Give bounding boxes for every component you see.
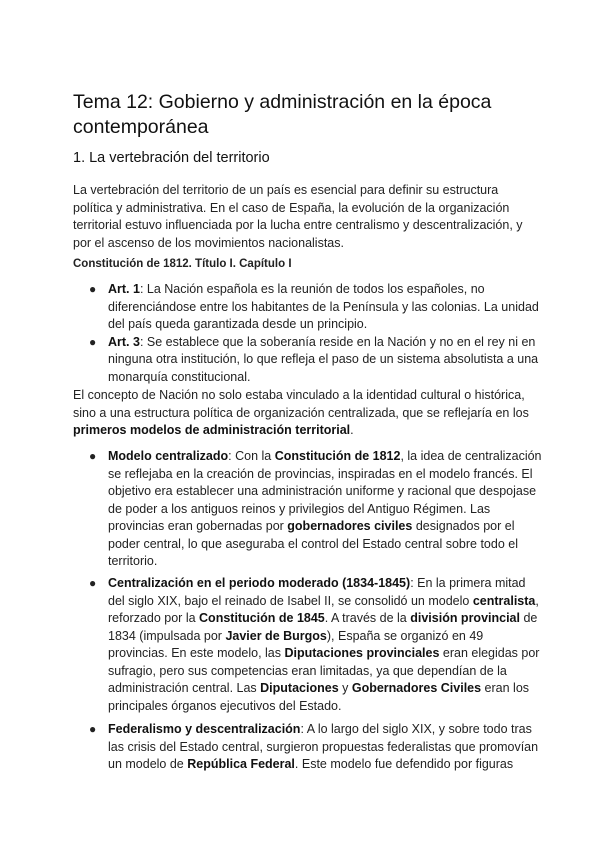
item-bold: gobernadores civiles [287, 519, 413, 533]
article-label: Art. 3 [108, 334, 140, 349]
item-bold: división provincial [410, 611, 520, 625]
item-text: designados por el poder central, lo que aseguraba el control del Estado central sobre todo el territorio. [108, 519, 518, 568]
article-text: : Se establece que la soberanía reside en la Nación y no en el rey ni en ninguna otra institución, lo que refleja el paso de un sistema absolutista a una monarquía constitucional. [108, 334, 539, 384]
concept-bold: primeros modelos de administración territorial [73, 423, 351, 437]
bullet-icon: ● [89, 449, 97, 463]
item-text: . Este modelo fue defendido por figuras [294, 757, 514, 771]
item-text: eran los principales órganos ejecutivos del Estado. [108, 681, 530, 713]
list-item [73, 721, 543, 774]
bullet-icon: ● [89, 334, 97, 349]
item-text: , la idea de centralización se reflejaba en la creación de provincias, inspiradas en el modelo francés. El objetivo era establecer una administración uniforme y racional que despojase de poder a los antiguos reinos y privilegios del Antiguo Régimen. Las provincias eran gobernadas por [108, 449, 542, 533]
item-bold: Diputaciones [260, 681, 339, 695]
item-text: . A través de la [324, 611, 411, 625]
item-bold: Diputaciones provinciales [284, 646, 440, 660]
item-text: de 1834 (impulsada por [108, 611, 538, 643]
item-bold: Constitución de 1812 [274, 449, 401, 463]
item-label: Centralización en el periodo moderado (1834-1845) [108, 576, 411, 590]
bullet-icon: ● [89, 722, 97, 736]
item-bold: Javier de Burgos [225, 628, 327, 643]
item-text: y [338, 681, 352, 695]
federalismo-list [73, 721, 543, 774]
item-text: : En la primera mitad del siglo XIX, bajo el reinado de Isabel II, se consolidó un modelo [108, 576, 526, 608]
item-label: Federalismo y descentralización [108, 722, 301, 736]
item-text: : A lo largo del siglo XIX, y sobre todo tras las crisis del Estado central, surgieron propuestas federalistas que promovían un modelo de [108, 722, 539, 771]
section-heading: 1. La vertebración del territorio [73, 150, 270, 166]
item-bold: Gobernadores Civiles [351, 681, 482, 695]
item-text: eran elegidas por sufragio, pero sus competencias eran limitadas, ya que dependían de la administración central. Las [108, 646, 540, 695]
item-text: : Con la [228, 449, 275, 463]
article-label: Art. 1 [108, 282, 140, 296]
model-list [73, 448, 543, 571]
page-title: Tema 12: Gobierno y administración en la época contemporánea [73, 91, 492, 138]
moderado-list [73, 575, 543, 715]
item-label: Modelo centralizado [108, 449, 229, 463]
list-item [73, 448, 543, 571]
article-text: : La Nación española es la reunión de todos los españoles, no diferenciándose entre los habitantes de la Península y las colonias. La unidad del país queda garantizada desde un principio. [108, 282, 539, 331]
list-item [73, 575, 543, 715]
item-text: , reforzado por la [108, 593, 539, 625]
bullet-icon: ● [89, 282, 97, 296]
list-item [73, 281, 543, 334]
item-bold: República Federal [187, 757, 295, 771]
concept-end: . [350, 423, 354, 437]
item-text: ), España se organizó en 49 provincias. En este modelo, las [108, 628, 484, 660]
concept-paragraph [73, 387, 535, 440]
bullet-icon: ● [89, 576, 97, 590]
list-item [73, 334, 543, 387]
subheading: Constitución de 1812. Título I. Capítulo I [73, 258, 292, 270]
item-bold: Constitución de 1845 [199, 611, 325, 625]
articles-list [73, 281, 543, 386]
intro-paragraph: La vertebración del territorio de un país es esencial para definir su estructura política y administrativa. En el caso de España, la evolución de la organización territorial estuvo influenciada por la lucha entre centralismo y descentralización, y por el ascenso de los movimientos nacionalistas. [73, 183, 523, 250]
concept-text: El concepto de Nación no solo estaba vinculado a la identidad cultural o histórica, sino a una estructura política de organización centralizada, que se reflejaría en los [73, 388, 529, 420]
item-bold: centralista [472, 593, 536, 608]
